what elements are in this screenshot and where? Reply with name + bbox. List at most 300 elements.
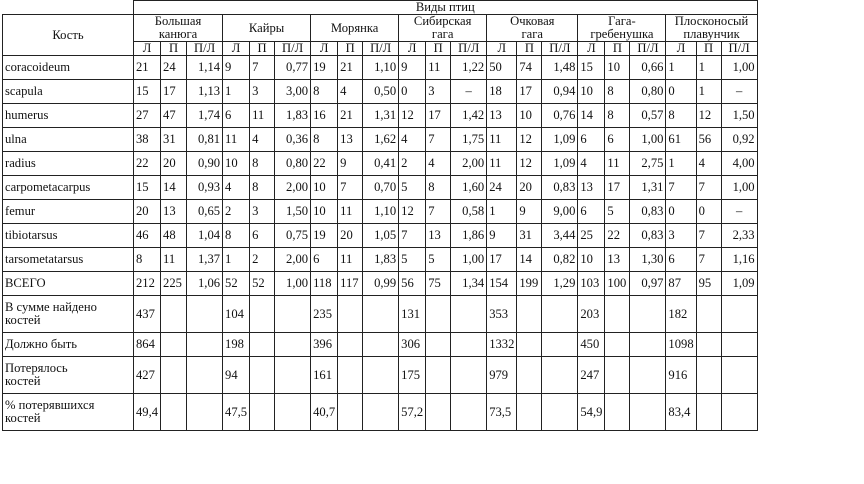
empty-cell bbox=[721, 333, 757, 357]
subcolumn-header: П/Л bbox=[630, 42, 666, 56]
summary-value: 73,5 bbox=[487, 394, 517, 431]
ratio-cell: 3,44 bbox=[542, 224, 578, 248]
left-count-cell: 1 bbox=[223, 80, 250, 104]
ratio-cell: 1,00 bbox=[721, 56, 757, 80]
species-header: Гага- гребенушка bbox=[578, 15, 666, 42]
subcolumn-header: Л bbox=[666, 42, 696, 56]
right-count-cell: 95 bbox=[696, 272, 721, 296]
left-count-cell: 0 bbox=[666, 80, 696, 104]
left-count-cell: 11 bbox=[487, 152, 517, 176]
species-header: Очковая гага bbox=[487, 15, 578, 42]
ratio-cell: 1,42 bbox=[451, 104, 487, 128]
ratio-cell: 1,83 bbox=[275, 104, 311, 128]
table-row bbox=[3, 224, 758, 248]
right-count-cell: 12 bbox=[696, 104, 721, 128]
right-count-cell: 17 bbox=[605, 176, 630, 200]
bone-name: ulna bbox=[3, 128, 134, 152]
ratio-cell: 0,81 bbox=[187, 128, 223, 152]
left-count-cell: 38 bbox=[134, 128, 161, 152]
left-count-cell: 8 bbox=[666, 104, 696, 128]
right-count-cell: 7 bbox=[696, 224, 721, 248]
summary-value: 1098 bbox=[666, 333, 696, 357]
right-count-cell: 7 bbox=[426, 200, 451, 224]
left-count-cell: 6 bbox=[578, 128, 605, 152]
left-count-cell: 10 bbox=[311, 176, 338, 200]
bone-name: tibiotarsus bbox=[3, 224, 134, 248]
empty-cell bbox=[426, 296, 451, 333]
subcolumn-header: Л bbox=[399, 42, 426, 56]
empty-cell bbox=[451, 394, 487, 431]
subcolumn-header: П/Л bbox=[721, 42, 757, 56]
ratio-cell: 1,50 bbox=[721, 104, 757, 128]
left-count-cell: 8 bbox=[311, 80, 338, 104]
left-count-cell: 0 bbox=[666, 200, 696, 224]
ratio-cell: 0,93 bbox=[187, 176, 223, 200]
right-count-cell: 21 bbox=[338, 56, 363, 80]
summary-value: 979 bbox=[487, 357, 517, 394]
left-count-cell: 14 bbox=[578, 104, 605, 128]
ratio-cell: 0,82 bbox=[542, 248, 578, 272]
left-count-cell: 10 bbox=[578, 80, 605, 104]
ratio-cell: 0,92 bbox=[721, 128, 757, 152]
left-count-cell: 22 bbox=[311, 152, 338, 176]
empty-cell bbox=[275, 296, 311, 333]
ratio-cell: 1,62 bbox=[363, 128, 399, 152]
left-count-cell: 20 bbox=[134, 200, 161, 224]
right-count-cell: 31 bbox=[517, 224, 542, 248]
right-count-cell: 12 bbox=[517, 128, 542, 152]
left-count-cell: 10 bbox=[578, 248, 605, 272]
ratio-cell: – bbox=[451, 80, 487, 104]
ratio-cell: 1,83 bbox=[363, 248, 399, 272]
ratio-cell: 9,00 bbox=[542, 200, 578, 224]
ratio-cell: 1,00 bbox=[451, 248, 487, 272]
table-row bbox=[3, 80, 758, 104]
ratio-cell: 1,09 bbox=[542, 128, 578, 152]
left-count-cell: 4 bbox=[399, 128, 426, 152]
empty-cell bbox=[630, 296, 666, 333]
ratio-cell: 0,77 bbox=[275, 56, 311, 80]
empty-cell bbox=[426, 357, 451, 394]
right-count-cell: 31 bbox=[161, 128, 187, 152]
ratio-cell: 0,70 bbox=[363, 176, 399, 200]
left-count-cell: 25 bbox=[578, 224, 605, 248]
subcolumn-header: П/Л bbox=[451, 42, 487, 56]
summary-value: 203 bbox=[578, 296, 605, 333]
ratio-cell: 1,06 bbox=[187, 272, 223, 296]
left-count-cell: 4 bbox=[578, 152, 605, 176]
empty-cell bbox=[426, 333, 451, 357]
empty-cell bbox=[630, 333, 666, 357]
left-count-cell: 17 bbox=[487, 248, 517, 272]
empty-cell bbox=[696, 394, 721, 431]
summary-value: 247 bbox=[578, 357, 605, 394]
right-count-cell: 48 bbox=[161, 224, 187, 248]
species-group-title: Виды птиц bbox=[134, 1, 758, 15]
ratio-cell: 1,00 bbox=[721, 176, 757, 200]
left-count-cell: 12 bbox=[399, 200, 426, 224]
empty-cell bbox=[363, 357, 399, 394]
empty-cell bbox=[250, 357, 275, 394]
summary-label: % потерявшихся костей bbox=[3, 394, 134, 431]
table-row bbox=[3, 104, 758, 128]
subcolumn-header: П bbox=[161, 42, 187, 56]
right-count-cell: 3 bbox=[250, 200, 275, 224]
left-count-cell: 11 bbox=[223, 128, 250, 152]
left-count-cell: 19 bbox=[311, 56, 338, 80]
subcolumn-header: П/Л bbox=[363, 42, 399, 56]
right-count-cell: 2 bbox=[250, 248, 275, 272]
left-count-cell: 9 bbox=[399, 56, 426, 80]
summary-value: 306 bbox=[399, 333, 426, 357]
ratio-cell: – bbox=[721, 80, 757, 104]
empty-cell bbox=[542, 394, 578, 431]
summary-value: 396 bbox=[311, 333, 338, 357]
ratio-cell: 0,76 bbox=[542, 104, 578, 128]
empty-cell bbox=[275, 333, 311, 357]
subcolumn-header: Л bbox=[223, 42, 250, 56]
right-count-cell: 13 bbox=[161, 200, 187, 224]
left-count-cell: 2 bbox=[399, 152, 426, 176]
summary-value: 175 bbox=[399, 357, 426, 394]
left-count-cell: 13 bbox=[487, 104, 517, 128]
right-count-cell: 7 bbox=[696, 248, 721, 272]
ratio-cell: 2,00 bbox=[275, 176, 311, 200]
empty-cell bbox=[517, 394, 542, 431]
table-row bbox=[3, 128, 758, 152]
ratio-cell: 0,83 bbox=[630, 200, 666, 224]
empty-cell bbox=[451, 333, 487, 357]
subcolumn-header: П bbox=[250, 42, 275, 56]
ratio-cell: 4,00 bbox=[721, 152, 757, 176]
ratio-cell: 1,05 bbox=[363, 224, 399, 248]
right-count-cell: 3 bbox=[250, 80, 275, 104]
ratio-cell: 1,22 bbox=[451, 56, 487, 80]
empty-cell bbox=[542, 357, 578, 394]
empty-cell bbox=[187, 333, 223, 357]
ratio-cell: 1,16 bbox=[721, 248, 757, 272]
right-count-cell: 12 bbox=[517, 152, 542, 176]
ratio-cell: 0,50 bbox=[363, 80, 399, 104]
left-count-cell: 12 bbox=[399, 104, 426, 128]
left-count-cell: 61 bbox=[666, 128, 696, 152]
empty-cell bbox=[250, 296, 275, 333]
left-count-cell: 16 bbox=[311, 104, 338, 128]
left-count-cell: 1 bbox=[666, 56, 696, 80]
left-count-cell: 15 bbox=[134, 176, 161, 200]
summary-value: 235 bbox=[311, 296, 338, 333]
empty-cell bbox=[451, 357, 487, 394]
left-count-cell: 27 bbox=[134, 104, 161, 128]
empty-cell bbox=[338, 394, 363, 431]
summary-value: 49,4 bbox=[134, 394, 161, 431]
right-count-cell: 13 bbox=[338, 128, 363, 152]
empty-cell bbox=[275, 394, 311, 431]
empty-cell bbox=[605, 296, 630, 333]
empty-cell bbox=[187, 296, 223, 333]
left-count-cell: 118 bbox=[311, 272, 338, 296]
subcolumn-header: П/Л bbox=[542, 42, 578, 56]
subcolumn-header: П bbox=[426, 42, 451, 56]
summary-label: В сумме найдено костей bbox=[3, 296, 134, 333]
subcolumn-header: Л bbox=[311, 42, 338, 56]
ratio-cell: 0,99 bbox=[363, 272, 399, 296]
ratio-cell: 1,75 bbox=[451, 128, 487, 152]
ratio-cell: 1,09 bbox=[721, 272, 757, 296]
bone-name: coracoideum bbox=[3, 56, 134, 80]
empty-cell bbox=[721, 357, 757, 394]
right-count-cell: 75 bbox=[426, 272, 451, 296]
ratio-cell: 0,75 bbox=[275, 224, 311, 248]
summary-label: Потерялось костей bbox=[3, 357, 134, 394]
summary-value: 57,2 bbox=[399, 394, 426, 431]
subcolumn-header: Л bbox=[487, 42, 517, 56]
empty-cell bbox=[696, 333, 721, 357]
summary-value: 54,9 bbox=[578, 394, 605, 431]
table-row bbox=[3, 152, 758, 176]
bone-name: tarsometatarsus bbox=[3, 248, 134, 272]
subcolumn-header: П/Л bbox=[275, 42, 311, 56]
right-count-cell: 14 bbox=[161, 176, 187, 200]
empty-cell bbox=[542, 296, 578, 333]
right-count-cell: 4 bbox=[338, 80, 363, 104]
right-count-cell: 21 bbox=[338, 104, 363, 128]
left-count-cell: 87 bbox=[666, 272, 696, 296]
right-count-cell: 8 bbox=[605, 80, 630, 104]
empty-cell bbox=[363, 333, 399, 357]
left-count-cell: 1 bbox=[487, 200, 517, 224]
summary-value: 161 bbox=[311, 357, 338, 394]
empty-cell bbox=[451, 296, 487, 333]
summary-value: 40,7 bbox=[311, 394, 338, 431]
right-count-cell: 74 bbox=[517, 56, 542, 80]
right-count-cell: 5 bbox=[605, 200, 630, 224]
right-count-cell: 100 bbox=[605, 272, 630, 296]
summary-value: 427 bbox=[134, 357, 161, 394]
left-count-cell: 6 bbox=[311, 248, 338, 272]
left-count-cell: 1 bbox=[223, 248, 250, 272]
empty-cell bbox=[542, 333, 578, 357]
bone-name: ВСЕГО bbox=[3, 272, 134, 296]
ratio-cell: 1,50 bbox=[275, 200, 311, 224]
right-count-cell: 24 bbox=[161, 56, 187, 80]
ratio-cell: 1,09 bbox=[542, 152, 578, 176]
ratio-cell: 0,90 bbox=[187, 152, 223, 176]
ratio-cell: 0,36 bbox=[275, 128, 311, 152]
right-count-cell: 22 bbox=[605, 224, 630, 248]
empty-cell bbox=[696, 357, 721, 394]
left-count-cell: 52 bbox=[223, 272, 250, 296]
ratio-cell: 0,83 bbox=[630, 224, 666, 248]
right-count-cell: 17 bbox=[161, 80, 187, 104]
subcolumn-header: П bbox=[605, 42, 630, 56]
empty-cell bbox=[605, 357, 630, 394]
left-count-cell: 10 bbox=[311, 200, 338, 224]
bones-table bbox=[2, 0, 758, 431]
right-count-cell: 199 bbox=[517, 272, 542, 296]
left-count-cell: 9 bbox=[223, 56, 250, 80]
empty-cell bbox=[721, 394, 757, 431]
ratio-cell: 1,48 bbox=[542, 56, 578, 80]
right-count-cell: 225 bbox=[161, 272, 187, 296]
summary-value: 94 bbox=[223, 357, 250, 394]
right-count-cell: 7 bbox=[426, 128, 451, 152]
ratio-cell: 2,00 bbox=[275, 248, 311, 272]
right-count-cell: 10 bbox=[517, 104, 542, 128]
empty-cell bbox=[517, 333, 542, 357]
right-count-cell: 6 bbox=[250, 224, 275, 248]
left-count-cell: 6 bbox=[578, 200, 605, 224]
left-count-cell: 22 bbox=[134, 152, 161, 176]
summary-value: 1332 bbox=[487, 333, 517, 357]
ratio-cell: – bbox=[721, 200, 757, 224]
left-count-cell: 10 bbox=[223, 152, 250, 176]
empty-cell bbox=[517, 357, 542, 394]
summary-value: 437 bbox=[134, 296, 161, 333]
left-count-cell: 19 bbox=[311, 224, 338, 248]
empty-cell bbox=[338, 357, 363, 394]
ratio-cell: 1,00 bbox=[275, 272, 311, 296]
table-row bbox=[3, 176, 758, 200]
ratio-cell: 1,10 bbox=[363, 56, 399, 80]
species-header: Морянка bbox=[311, 15, 399, 42]
right-count-cell: 7 bbox=[250, 56, 275, 80]
species-header: Кайры bbox=[223, 15, 311, 42]
summary-value: 198 bbox=[223, 333, 250, 357]
empty-cell bbox=[426, 394, 451, 431]
left-count-cell: 46 bbox=[134, 224, 161, 248]
empty-cell bbox=[363, 394, 399, 431]
left-count-cell: 13 bbox=[578, 176, 605, 200]
right-count-cell: 14 bbox=[517, 248, 542, 272]
ratio-cell: 1,00 bbox=[630, 128, 666, 152]
right-count-cell: 7 bbox=[338, 176, 363, 200]
right-count-cell: 20 bbox=[338, 224, 363, 248]
ratio-cell: 1,10 bbox=[363, 200, 399, 224]
ratio-cell: 1,29 bbox=[542, 272, 578, 296]
empty-cell bbox=[605, 333, 630, 357]
empty-cell bbox=[275, 357, 311, 394]
left-count-cell: 21 bbox=[134, 56, 161, 80]
right-count-cell: 4 bbox=[426, 152, 451, 176]
ratio-cell: 3,00 bbox=[275, 80, 311, 104]
ratio-cell: 1,04 bbox=[187, 224, 223, 248]
empty-cell bbox=[630, 357, 666, 394]
summary-value: 916 bbox=[666, 357, 696, 394]
right-count-cell: 8 bbox=[250, 176, 275, 200]
empty-cell bbox=[696, 296, 721, 333]
right-count-cell: 52 bbox=[250, 272, 275, 296]
right-count-cell: 13 bbox=[605, 248, 630, 272]
empty-cell bbox=[721, 296, 757, 333]
ratio-cell: 1,34 bbox=[451, 272, 487, 296]
left-count-cell: 1 bbox=[666, 152, 696, 176]
species-header: Сибирская гага bbox=[399, 15, 487, 42]
left-count-cell: 5 bbox=[399, 248, 426, 272]
right-count-cell: 8 bbox=[250, 152, 275, 176]
right-count-cell: 0 bbox=[696, 200, 721, 224]
empty-cell bbox=[605, 394, 630, 431]
empty-cell bbox=[187, 357, 223, 394]
ratio-cell: 1,60 bbox=[451, 176, 487, 200]
table-row bbox=[3, 272, 758, 296]
right-count-cell: 4 bbox=[696, 152, 721, 176]
left-count-cell: 6 bbox=[223, 104, 250, 128]
ratio-cell: 2,00 bbox=[451, 152, 487, 176]
ratio-cell: 1,74 bbox=[187, 104, 223, 128]
subcolumn-header: П bbox=[696, 42, 721, 56]
ratio-cell: 1,31 bbox=[363, 104, 399, 128]
summary-value: 450 bbox=[578, 333, 605, 357]
right-count-cell: 1 bbox=[696, 80, 721, 104]
header-corner bbox=[3, 1, 134, 15]
table-row bbox=[3, 248, 758, 272]
right-count-cell: 47 bbox=[161, 104, 187, 128]
species-header: Плосконосый плавунчик bbox=[666, 15, 757, 42]
right-count-cell: 9 bbox=[338, 152, 363, 176]
right-count-cell: 11 bbox=[338, 248, 363, 272]
right-count-cell: 8 bbox=[426, 176, 451, 200]
right-count-cell: 7 bbox=[696, 176, 721, 200]
right-count-cell: 117 bbox=[338, 272, 363, 296]
right-count-cell: 4 bbox=[250, 128, 275, 152]
left-count-cell: 4 bbox=[223, 176, 250, 200]
left-count-cell: 7 bbox=[399, 224, 426, 248]
subcolumn-header: П bbox=[338, 42, 363, 56]
empty-cell bbox=[161, 333, 187, 357]
left-count-cell: 2 bbox=[223, 200, 250, 224]
ratio-cell: 0,58 bbox=[451, 200, 487, 224]
bone-name: femur bbox=[3, 200, 134, 224]
right-count-cell: 20 bbox=[517, 176, 542, 200]
ratio-cell: 0,66 bbox=[630, 56, 666, 80]
left-count-cell: 6 bbox=[666, 248, 696, 272]
ratio-cell: 0,80 bbox=[630, 80, 666, 104]
table-row bbox=[3, 56, 758, 80]
ratio-cell: 1,31 bbox=[630, 176, 666, 200]
subcolumn-header: П bbox=[517, 42, 542, 56]
empty-cell bbox=[338, 296, 363, 333]
left-count-cell: 8 bbox=[223, 224, 250, 248]
right-count-cell: 17 bbox=[426, 104, 451, 128]
ratio-cell: 1,30 bbox=[630, 248, 666, 272]
right-count-cell: 11 bbox=[338, 200, 363, 224]
table-row bbox=[3, 200, 758, 224]
left-count-cell: 8 bbox=[311, 128, 338, 152]
left-count-cell: 15 bbox=[578, 56, 605, 80]
summary-value: 864 bbox=[134, 333, 161, 357]
left-count-cell: 11 bbox=[487, 128, 517, 152]
empty-cell bbox=[187, 394, 223, 431]
left-count-cell: 7 bbox=[666, 176, 696, 200]
left-count-cell: 103 bbox=[578, 272, 605, 296]
left-count-cell: 50 bbox=[487, 56, 517, 80]
right-count-cell: 56 bbox=[696, 128, 721, 152]
empty-cell bbox=[250, 394, 275, 431]
ratio-cell: 1,37 bbox=[187, 248, 223, 272]
ratio-cell: 0,94 bbox=[542, 80, 578, 104]
empty-cell bbox=[161, 394, 187, 431]
empty-cell bbox=[338, 333, 363, 357]
left-count-cell: 8 bbox=[134, 248, 161, 272]
ratio-cell: 1,86 bbox=[451, 224, 487, 248]
right-count-cell: 3 bbox=[426, 80, 451, 104]
empty-cell bbox=[517, 296, 542, 333]
left-count-cell: 15 bbox=[134, 80, 161, 104]
summary-row bbox=[3, 296, 758, 333]
bone-name: humerus bbox=[3, 104, 134, 128]
right-count-cell: 6 bbox=[605, 128, 630, 152]
